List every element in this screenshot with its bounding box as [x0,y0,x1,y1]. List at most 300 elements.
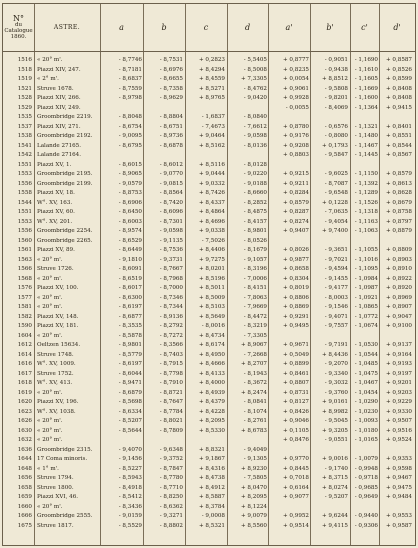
value-b: - 8,6751 [159,123,183,130]
value-d-prime: + 0,9507 [385,418,412,424]
value-a-prime: + 0,8304 [282,275,309,282]
value-a: - 8,5412 [118,494,142,500]
value-a: - 9,4070 [118,446,142,453]
catalogue-number: 1626 [17,418,32,424]
value-d: - 8,0526 [243,237,267,244]
value-c: + 0,2823 [198,57,225,63]
value-d-prime: + 0,8544 [385,142,412,149]
value-d-prime: + 0,8551 [385,133,412,139]
value-c-prime: - 1,1690 [354,57,378,63]
value-c: + 8,6174 [198,342,225,348]
value-a-prime: + 0,8445 [282,465,309,472]
table-row [3,436,415,445]
header-a: a [119,23,124,32]
star-name: Lalande 27164. [37,152,82,158]
value-b-prime: - 9,4054 [324,218,348,225]
star-name: Groombridge 2265. [37,237,93,244]
value-c-prime: - 1,0467 [354,380,378,386]
catalogue-number: 1581 [17,304,32,310]
table-row [3,465,415,474]
value-d: - 9,0220 [243,171,267,177]
catalogue-number: 1616 [17,361,32,367]
catalogue-number: 1576 [17,285,32,291]
value-c-prime: - 0,9718 [354,475,378,481]
value-b-prime: - 8,0003 [324,294,348,301]
value-b: - 8,7536 [159,247,183,253]
value-b-prime: - 8,7087 [324,180,348,187]
catalogue-number: 1516 [17,57,32,63]
star-name: « 2° m'. [37,76,59,82]
value-a-prime: + 0,9208 [282,142,309,149]
value-b-prime: - 9,8201 [324,95,348,101]
star-name: 17 Coma minoris. [37,456,88,462]
value-c-prime: - 1,1392 [354,180,378,187]
value-a: - 8,6795 [118,142,142,149]
value-d: - 9,1305 [243,456,267,462]
value-a: - 8,8048 [118,114,142,120]
value-d-prime: + 0,9467 [385,475,412,481]
catalogue-number: 1632 [17,437,32,443]
star-name: « 1° m'. [37,465,59,472]
value-a-prime: + 0,8780 [282,123,309,130]
catalogue-number: 1656 [17,475,32,481]
value-d-prime: + 0,9203 [385,389,412,396]
table-header [3,4,415,52]
value-d-prime: + 0,9553 [385,513,412,519]
value-a: - 8,9574 [118,228,142,234]
star-name: Oeltzen 15634. [37,342,81,348]
value-c: + 8,4950 [198,351,225,358]
value-a: - 8,7181 [118,66,142,73]
value-c-prime: - 1,1445 [354,152,378,158]
value-b-prime: - 9,1455 [324,275,348,282]
value-c: + 9,0338 [198,228,225,234]
value-c-prime: - 0,9685 [354,484,378,491]
value-c-prime: - 1,1289 [354,190,378,196]
value-b-prime: - 9,4177 [324,285,348,291]
value-a-prime: + 0,8899 [282,361,309,367]
value-a: - 8,7746 [118,57,142,63]
value-d: - 8,1074 [243,408,267,415]
catalogue-number: 1577 [17,294,32,301]
table-row [3,303,415,312]
value-a-prime: + 0,8235 [282,66,309,73]
value-b-prime: + 9,4115 [321,522,348,529]
value-a-prime: + 0,8274 [282,218,309,225]
value-c: + 9,0444 [198,171,225,177]
value-a: - 8,8753 [118,190,142,196]
value-d-prime: + 0,9100 [385,323,412,329]
value-c-prime: - 1,1364 [354,104,378,111]
value-b: - 9,3731 [159,256,183,263]
table-row [3,455,415,464]
table-row [3,170,415,179]
value-a-prime: + 0,8579 [282,199,309,206]
value-b-prime: - 9,3032 [324,380,348,386]
value-c: - 7,5026 [201,237,225,244]
value-d: + 8,1224 [240,503,267,510]
value-d: + 8,6783 [240,427,267,434]
value-d-prime: + 0,8587 [385,57,412,63]
value-c-prime: - 1,0485 [354,361,378,367]
catalogue-number: 1623 [17,408,32,415]
catalogue-number: 1544 [17,199,32,206]
star-name: Piazzi XVI, 46. [37,494,79,500]
value-c: + 9,0464 [198,133,225,139]
value-d-prime: + 0,9137 [385,342,412,348]
table-row [3,208,415,217]
value-b-prime: - 9,1740 [324,465,348,472]
value-b-prime: - 9,6548 [324,190,348,196]
value-d-prime: + 0,9197 [385,370,412,377]
table-row [3,284,415,293]
value-b-prime: + 0,1228 [321,199,348,206]
table-row [3,360,415,369]
star-name: Piazzi XV, 18. [37,190,75,196]
value-c-prime: - 1,1526 [354,199,378,206]
star-name: Struve 1817. [37,522,74,529]
value-d: - 9,0188 [243,180,267,187]
table-row [3,189,415,198]
value-a-prime: + 0,8019 [282,285,309,291]
value-d: - 8,4762 [243,85,267,92]
value-d: + 8,9067 [240,342,267,348]
value-d-prime: + 0,9598 [385,465,412,472]
star-name: « 20° m'. [37,503,63,510]
catalogue-number: 1604 [17,332,32,339]
value-b-prime: + 9,6244 [321,513,348,519]
value-b: - 8,6655 [159,76,183,82]
value-d-prime: + 0,9484 [385,494,412,500]
value-c: + 8,4912 [198,484,225,491]
table-row [3,427,415,436]
catalogue-number: 1551 [17,161,32,168]
star-name: Groombridge 2555. [37,513,93,519]
table-row [3,237,415,246]
value-c: + 8,4734 [198,332,225,339]
value-a-prime: + 0,8476 [282,437,309,443]
value-b: - 8,8564 [159,190,183,196]
value-b: - 8,7667 [159,266,183,272]
value-b: - 8,6012 [159,161,183,168]
value-a: - 8,5644 [118,427,142,434]
catalogue-number: 1556 [17,228,32,234]
value-a: - 8,6754 [118,123,142,130]
star-name: Piazzi XIV, 266. [37,95,81,101]
value-a: - 8,6450 [118,209,142,215]
value-b-prime: - 9,4071 [324,313,348,320]
table-row [3,199,415,208]
value-d: - 8,2852 [243,199,267,206]
value-c: + 8,5009 [198,294,225,301]
value-d: - 8,4875 [243,209,267,215]
value-d: - 9,1057 [243,256,267,263]
value-c: - 1,6837 [201,114,225,120]
value-a-prime: + 0,8777 [282,57,309,63]
star-name: W°. XV, 201. [37,218,73,225]
value-d: - 8,4472 [243,313,267,320]
value-c: + 8,4294 [198,66,225,73]
value-b: - 8,6878 [159,142,183,149]
table-row [3,417,415,426]
value-a-prime: + 0,9291 [282,313,309,320]
value-c: + 8,4379 [198,399,225,405]
table-row [3,85,415,94]
value-d-prime: + 0,9516 [385,427,412,434]
value-c: + 8,4133 [198,370,225,377]
value-a-prime: + 0,9211 [282,180,309,187]
value-a-prime: + 0,8026 [282,247,309,253]
value-a-prime: + 0,8284 [282,190,309,196]
value-b: - 8,7272 [159,332,183,339]
value-b: - 8,7346 [159,294,183,301]
value-a-prime: + 0,5049 [282,351,309,358]
value-c: - 9,0008 [201,513,225,519]
value-a-prime: + 0,9952 [282,513,309,519]
catalogue-number: 1553 [17,171,32,177]
table-row [3,66,415,75]
table-row [3,218,415,227]
value-d: + 7,3305 [240,76,267,82]
value-d-prime: + 0,8903 [385,256,412,263]
value-a-prime: + 0,8658 [282,266,309,272]
value-d: - 8,3219 [243,323,267,329]
value-b-prime: - 0,6576 [324,123,348,130]
value-a: - 8,6197 [118,304,142,310]
value-c-prime: - 1,0772 [354,313,378,320]
value-c: - 7,4673 [201,123,225,130]
value-b: - 9,3271 [159,513,183,519]
header-d-prime: d' [393,23,401,32]
value-b: - 8,7710 [159,484,183,491]
value-a: - 8,9798 [118,95,142,101]
header-d: d [244,23,251,32]
value-d-prime: + 0,9201 [385,380,412,386]
value-b-prime: + 0,1793 [321,142,348,149]
table-row [3,446,415,455]
value-a: - 8,3535 [118,323,142,329]
value-b: - 8,7420 [159,199,183,206]
value-a-prime: + 0,9770 [282,456,309,462]
value-a: - 8,9065 [118,171,142,177]
value-c: + 9,1867 [198,456,225,462]
value-d-prime: + 0,8809 [385,247,412,253]
table-row [3,503,415,512]
value-a: - 8,6017 [118,285,142,291]
value-a: - 8,9471 [118,380,142,386]
value-c-prime: - 1,1150 [354,171,378,177]
star-name: Struve 1752. [37,370,74,377]
value-c: + 8,0201 [198,266,225,272]
value-a-prime: + 0,8807 [282,380,309,386]
table-row [3,113,415,122]
value-d-prime: + 0,8628 [385,190,412,196]
value-b-prime: - 9,5847 [324,152,348,158]
value-c: + 8,5649 [198,313,225,320]
value-b-prime: + 8,9982 [321,408,348,415]
value-c: + 8,4000 [198,380,225,386]
value-b: - 8,7358 [159,85,183,92]
value-d-prime: + 0,8910 [385,266,412,272]
value-c-prime: - 1,0290 [354,399,378,405]
catalogue-table [2,3,416,546]
catalogue-number: 1675 [17,522,32,529]
value-d-prime: + 0,8907 [385,304,412,310]
value-c: + 8,8321 [198,446,225,453]
value-c-prime: - 1,0079 [354,456,378,462]
catalogue-number: 1590 [17,323,32,329]
value-a: - 8,5779 [118,351,142,358]
header-c-prime: c' [361,23,368,32]
value-b-prime: - 9,3760 [324,389,348,396]
value-d: - 9,4049 [243,446,267,453]
value-b: - 8,7784 [159,408,183,415]
header-catalogue-number [3,4,34,51]
value-c-prime: - 1,0865 [354,304,378,310]
value-d-prime: + 0,8599 [385,76,412,82]
value-c: + 8,4738 [198,475,225,481]
value-c: + 8,5103 [198,304,225,310]
value-b: - 8,8721 [159,389,183,396]
value-d: - 8,6660 [243,190,267,196]
table-row [3,256,415,265]
table-row [3,265,415,274]
header-number-du: du [14,21,23,28]
table-row [3,227,415,236]
value-b: - 8,8804 [159,114,183,120]
star-name: Piazzi XIV, 249. [37,104,81,111]
header-c: c [203,23,209,32]
star-name: Groombridge 2199. [37,180,93,187]
value-d: - 8,1943 [243,370,267,377]
value-d-prime: + 0,9587 [385,522,412,529]
value-c-prime: - 1,0180 [354,427,378,434]
value-b: - 8,7910 [159,380,183,386]
value-b: - 8,7403 [159,351,183,358]
value-b: - 8,6976 [159,66,183,73]
star-name: Groombridge 2195. [37,171,93,177]
value-d-prime: + 0,8579 [385,171,412,177]
value-c: + 8,4939 [198,389,225,396]
table-row [3,322,415,331]
catalogue-number: 1617 [17,370,32,377]
catalogue-number: 1620 [17,399,32,405]
header-number-catalogue: Catalogue [4,27,33,34]
value-a-prime: + 0,8287 [282,209,309,215]
star-name: Lalande 27165. [37,142,82,149]
value-c: + 8,5271 [198,85,225,92]
value-a-prime: + 0,8426 [282,408,309,415]
value-d-prime: + 0,9047 [385,313,412,320]
value-d: - 7,0006 [243,275,267,282]
value-a-prime: + 0,9514 [282,522,309,529]
value-d: - 9,0598 [243,133,267,139]
value-d-prime: + 0,9415 [385,104,412,111]
value-c-prime: - 1,1610 [354,66,378,73]
value-d: - 5,5405 [243,57,267,63]
header-a-prime: a' [285,23,293,32]
value-b-prime: - 8,4069 [324,104,348,111]
value-d-prime: + 0,8758 [385,209,412,215]
value-a: - 8,6300 [118,294,142,301]
catalogue-number: 1619 [17,389,32,396]
value-d: - 7,3305 [243,332,267,339]
catalogue-number: 1636 [17,446,32,453]
value-c: + 8,4696 [198,218,225,225]
table-row [3,75,415,84]
catalogue-number: 1666 [17,513,32,519]
value-b-prime: - 9,1546 [324,304,348,310]
value-b: - 9,1135 [159,237,183,244]
value-c: + 8,4316 [198,465,225,472]
value-a: - 8,6906 [118,199,142,206]
star-name: Struve 1726. [37,266,74,272]
catalogue-number: 1528 [17,95,32,101]
value-a-prime: + 0,9877 [282,256,309,263]
value-a: - 9,1810 [118,256,142,263]
value-b: - 8,7301 [159,218,183,225]
value-d-prime: + 0,8969 [385,294,412,301]
value-a-prime: + 0,6164 [282,484,309,491]
value-a: - 8,6837 [118,76,142,82]
value-c-prime: - 0,9440 [354,513,378,519]
value-d-prime: + 0,8679 [385,199,412,206]
value-a: - 8,5943 [118,475,142,481]
value-d-prime: + 0,8567 [385,152,412,158]
catalogue-number: 1563 [17,256,32,263]
value-b-prime: - 9,3651 [324,247,348,253]
value-c-prime: - 1,0093 [354,418,378,424]
value-b: - 9,0815 [159,180,183,187]
value-a-prime: + 0,9215 [282,171,309,177]
star-name: Groombridge 2254. [37,228,93,234]
value-b: - 8,7847 [159,465,183,472]
value-a: - 8,6044 [118,370,142,377]
value-b: - 8,7798 [159,370,183,377]
table-row [3,408,415,417]
value-d: - 7,5805 [243,475,267,481]
value-b: - 9,0598 [159,228,183,234]
value-b-prime: - 7,0635 [324,209,348,215]
star-name: W°. XV, 163. [37,199,73,206]
value-b: - 8,7968 [159,275,183,282]
catalogue-number: 1618 [17,380,32,386]
catalogue-number: 1612 [17,342,32,348]
value-b: - 8,6096 [159,209,183,215]
value-a-prime: + 0,0054 [282,76,309,82]
value-a: - 8,3436 [118,503,142,510]
value-d: - 8,5008 [243,66,267,73]
catalogue-number: 1556 [17,180,32,187]
catalogue-number: 1614 [17,351,32,358]
table-row [3,493,415,502]
value-d-prime: + 0,8526 [385,66,412,73]
table-row [3,294,415,303]
value-c-prime: - 1,0984 [354,275,378,282]
value-d: - 8,0128 [243,161,267,168]
value-c-prime: - 1,0475 [354,370,378,377]
value-a-prime: + 0,7018 [282,475,309,481]
table-row [3,132,415,141]
table-row [3,151,415,160]
catalogue-number: 1541 [17,142,32,149]
value-d: - 9,0420 [243,95,267,101]
value-b: - 8,9136 [159,313,183,320]
value-a-prime: + 0,9928 [282,95,309,101]
value-c: + 8,4406 [198,247,225,253]
star-name: Piazzi XV, 148. [37,313,79,320]
value-d: - 8,2761 [243,418,267,424]
